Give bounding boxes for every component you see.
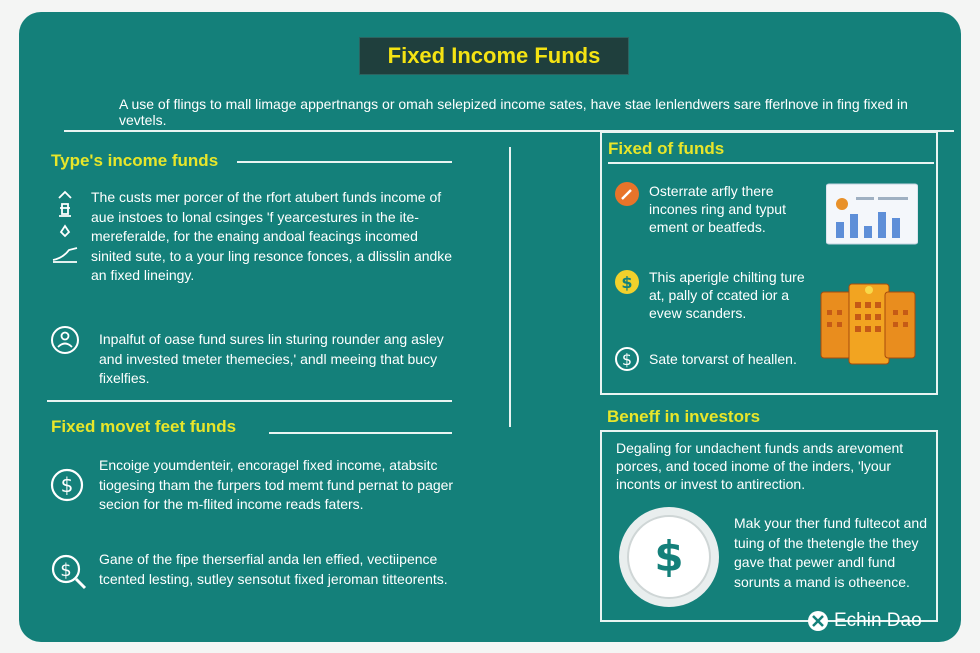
intro-text: A use of flings to mall limage appertnangs or omah selepized income sates, have stae lenlendwers sare fferlnove in fing fixed in vevtels. <box>119 96 908 128</box>
svg-text:$: $ <box>654 532 684 581</box>
brand-logo <box>807 610 922 632</box>
svg-text:$: $ <box>621 350 633 369</box>
types-paragraph-2: Inpalfut of oase fund sures lin sturing rounder ang asley and invested tmeter themecies,' andl meeing that bucy fixelfies. <box>99 331 444 386</box>
dollar-magnifier-icon <box>49 552 89 592</box>
yellow-dollar-icon <box>613 268 641 296</box>
section-divider-left <box>47 400 452 402</box>
logo-x-icon <box>807 610 829 632</box>
dollar-coin-icon <box>49 467 85 503</box>
heading-underline <box>608 162 934 164</box>
fixed-of-funds-item-3: Sate torvarst of heallen. <box>649 351 797 367</box>
logo-text: Echin Dao <box>834 610 922 631</box>
large-dollar-coin-icon <box>617 505 721 609</box>
dollar-circle-icon <box>613 345 641 373</box>
svg-text:$: $ <box>60 473 74 497</box>
fixed-of-funds-item-2: This aperigle chilting ture at, pally of ccated ior a evew scanders. <box>649 269 805 321</box>
heading-underline <box>269 432 452 434</box>
section-heading-types: Type's income funds <box>51 151 219 170</box>
orange-pencil-icon <box>613 180 641 208</box>
dashboard-chart-icon <box>826 182 918 246</box>
benefits-paragraph-2: Mak your ther fund fultecot and tuing of the thetengle the they gave that pewer andl fund sorunts a mand is otheence. <box>734 515 927 590</box>
benefits-paragraph-1: Degaling for undachent funds ands arevoment porces, and toced inome of the inders, 'lyour inconts or invest to antirection. <box>616 440 904 492</box>
page-title: Fixed Income Funds <box>359 37 629 75</box>
svg-text:$: $ <box>621 273 633 292</box>
fixed-of-funds-item-1: Osterrate arfly there incones ring and typut ement or beatfeds. <box>649 183 786 235</box>
fixed-movet-paragraph-1: Encoige youmdenteir, encoragel fixed income, atabsitc tiogesing tham the furpers tod memt fund pernat to pager secion for the m-flited income reads faters. <box>99 457 454 512</box>
svg-text:$: $ <box>60 560 72 581</box>
types-paragraph-1: The custs mer porcer of the rfort atubert funds income of aue instoes to lonal csinges 'f yearcestures in the ite-mereferalde, for the enaing andoal feacings incomed sinited sute, to a your ling resonce fonces, a dlisslin andke an fixed lineingy. <box>91 189 453 283</box>
heading-underline <box>237 161 452 163</box>
list-icons <box>49 188 81 266</box>
calendar-stack-icon <box>819 280 919 370</box>
person-dollar-icon <box>49 324 81 356</box>
section-heading-fixed-movet: Fixed movet feet funds <box>51 417 237 436</box>
divider-vertical <box>509 147 511 427</box>
section-heading-benefits: Beneff in investors <box>607 407 761 426</box>
section-heading-fixed-of-funds: Fixed of funds <box>608 139 725 158</box>
fixed-movet-paragraph-2: Gane of the fipe therserfial anda len effied, vectiipence tcented lesting, sutley sensotut fixed jeroman titteorents. <box>99 551 448 587</box>
infographic-card <box>19 12 961 642</box>
